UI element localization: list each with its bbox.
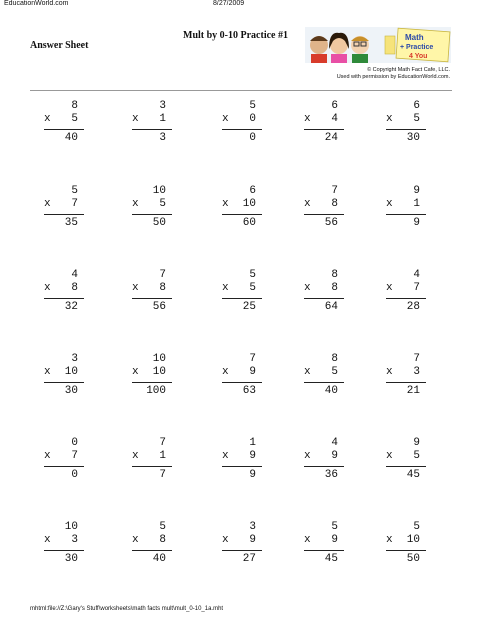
multiplier: 8 — [331, 282, 338, 294]
answer-line — [304, 129, 344, 130]
multiplicand: 9 — [413, 437, 420, 449]
math-practice-logo — [305, 27, 451, 63]
multiply-sign: x — [132, 282, 139, 294]
multiplier-row — [304, 534, 344, 547]
answer-line — [222, 466, 262, 467]
answer-line — [132, 298, 172, 299]
multiplier-row — [222, 534, 262, 547]
multiplier-row — [304, 113, 344, 126]
multiply-sign: x — [222, 282, 229, 294]
answer-line — [222, 382, 262, 383]
answer-line — [44, 382, 84, 383]
multiply-sign: x — [304, 198, 311, 210]
multiplier: 9 — [249, 450, 256, 462]
answer-line — [304, 298, 344, 299]
multiplicand: 9 — [413, 185, 420, 197]
multiply-sign: x — [304, 366, 311, 378]
multiplier-row — [222, 450, 262, 463]
copyright-line-1: © Copyright Math Fact Cafe, LLC. — [367, 67, 450, 73]
multiplier: 5 — [413, 450, 420, 462]
multiplier: 8 — [71, 282, 78, 294]
multiply-sign: x — [304, 534, 311, 546]
print-date: 8/27/2009 — [213, 0, 245, 7]
answer-line — [386, 466, 426, 467]
problem-18 — [222, 353, 262, 398]
multiplier: 5 — [159, 198, 166, 210]
problem-27 — [132, 521, 172, 566]
multiply-sign: x — [304, 282, 311, 294]
multiplier-row — [44, 366, 84, 379]
product-answer: 24 — [324, 132, 338, 144]
answer-line — [304, 382, 344, 383]
multiplicand: 4 — [71, 269, 78, 281]
multiplier: 9 — [331, 450, 338, 462]
product-answer: 3 — [159, 132, 166, 144]
multiply-sign: x — [132, 113, 139, 125]
multiplier-row — [132, 450, 172, 463]
problem-10 — [386, 185, 426, 230]
multiplier-row — [386, 450, 426, 463]
multiplier: 9 — [331, 534, 338, 546]
problem-16 — [44, 353, 84, 398]
multiply-sign: x — [304, 113, 311, 125]
multiply-sign: x — [44, 198, 51, 210]
product-answer: 30 — [64, 553, 78, 565]
multiplier: 10 — [64, 366, 78, 378]
product-answer: 36 — [324, 469, 338, 481]
multiplier: 1 — [159, 113, 166, 125]
answer-line — [132, 466, 172, 467]
multiplicand: 7 — [249, 353, 256, 365]
multiplier-row — [304, 282, 344, 295]
product-answer: 56 — [324, 217, 338, 229]
copyright-notice — [300, 67, 450, 81]
multiplier: 4 — [331, 113, 338, 125]
multiplier-row — [44, 198, 84, 211]
answer-line — [44, 298, 84, 299]
multiplier: 1 — [159, 450, 166, 462]
product-answer: 28 — [406, 301, 420, 313]
multiply-sign: x — [132, 450, 139, 462]
product-answer: 25 — [242, 301, 256, 313]
multiplicand: 7 — [159, 437, 166, 449]
multiply-sign: x — [44, 282, 51, 294]
multiplier-row — [132, 198, 172, 211]
multiplier-row — [386, 534, 426, 547]
answer-line — [44, 214, 84, 215]
multiplier-row — [222, 282, 262, 295]
product-answer: 50 — [406, 553, 420, 565]
answer-line — [386, 129, 426, 130]
multiplicand: 7 — [159, 269, 166, 281]
problem-28 — [222, 521, 262, 566]
multiplier-row — [304, 198, 344, 211]
multiplier-row — [44, 450, 84, 463]
product-answer: 30 — [406, 132, 420, 144]
multiply-sign: x — [132, 534, 139, 546]
answer-line — [44, 550, 84, 551]
product-answer: 30 — [64, 385, 78, 397]
product-answer: 21 — [406, 385, 420, 397]
answer-line — [222, 550, 262, 551]
multiplicand: 6 — [249, 185, 256, 197]
product-answer: 45 — [406, 469, 420, 481]
answer-line — [386, 298, 426, 299]
multiplicand: 5 — [159, 521, 166, 533]
multiplier: 1 — [413, 198, 420, 210]
answer-line — [222, 129, 262, 130]
multiplier: 5 — [71, 113, 78, 125]
product-answer: 60 — [242, 217, 256, 229]
multiplicand: 5 — [249, 269, 256, 281]
problem-15 — [386, 269, 426, 314]
product-answer: 45 — [324, 553, 338, 565]
file-path-footer: mhtml:file://Z:\Gary's Stuff\worksheets\math facts mult\mult_0-10_1a.mht — [30, 606, 224, 612]
multiplier: 3 — [413, 366, 420, 378]
answer-line — [386, 382, 426, 383]
product-answer: 0 — [71, 469, 78, 481]
multiplicand: 1 — [249, 437, 256, 449]
problem-20 — [386, 353, 426, 398]
multiply-sign: x — [386, 113, 393, 125]
multiply-sign: x — [304, 450, 311, 462]
multiplier-row — [304, 450, 344, 463]
multiply-sign: x — [44, 450, 51, 462]
problem-17 — [132, 353, 172, 398]
multiplier-row — [44, 282, 84, 295]
multiplier: 9 — [249, 366, 256, 378]
product-answer: 9 — [413, 217, 420, 229]
product-answer: 64 — [324, 301, 338, 313]
multiplier-row — [222, 366, 262, 379]
problem-6 — [44, 185, 84, 230]
product-answer: 40 — [64, 132, 78, 144]
multiplier: 8 — [159, 534, 166, 546]
answer-line — [132, 214, 172, 215]
problem-21 — [44, 437, 84, 482]
answer-line — [222, 298, 262, 299]
problem-13 — [222, 269, 262, 314]
multiplier-row — [44, 534, 84, 547]
multiply-sign: x — [222, 534, 229, 546]
product-answer: 100 — [146, 385, 166, 397]
multiplier: 10 — [406, 534, 420, 546]
multiply-sign: x — [132, 198, 139, 210]
multiplicand: 8 — [331, 353, 338, 365]
product-answer: 0 — [249, 132, 256, 144]
multiplier-row — [222, 198, 262, 211]
multiplicand: 10 — [152, 353, 166, 365]
multiplier: 5 — [331, 366, 338, 378]
product-answer: 40 — [324, 385, 338, 397]
multiply-sign: x — [386, 198, 393, 210]
problem-25 — [386, 437, 426, 482]
problem-12 — [132, 269, 172, 314]
multiplicand: 5 — [71, 185, 78, 197]
multiply-sign: x — [222, 450, 229, 462]
multiplier: 7 — [71, 450, 78, 462]
problem-14 — [304, 269, 344, 314]
product-answer: 63 — [242, 385, 256, 397]
product-answer: 7 — [159, 469, 166, 481]
multiplier: 0 — [249, 113, 256, 125]
multiplier: 8 — [159, 282, 166, 294]
problem-11 — [44, 269, 84, 314]
multiply-sign: x — [44, 534, 51, 546]
multiply-sign: x — [386, 450, 393, 462]
multiplicand: 10 — [152, 185, 166, 197]
product-answer: 9 — [249, 469, 256, 481]
multiplier-row — [132, 366, 172, 379]
multiplier: 8 — [331, 198, 338, 210]
multiplier: 7 — [413, 282, 420, 294]
svg-text:+ Practice: + Practice — [400, 44, 434, 51]
multiply-sign: x — [44, 113, 51, 125]
header-divider — [30, 90, 452, 91]
svg-text:4 You: 4 You — [409, 53, 428, 60]
multiplier: 3 — [71, 534, 78, 546]
product-answer: 40 — [152, 553, 166, 565]
multiplier: 9 — [249, 534, 256, 546]
multiplier-row — [44, 113, 84, 126]
answer-sheet-label: Answer Sheet — [30, 40, 89, 51]
answer-line — [386, 550, 426, 551]
multiplicand: 4 — [331, 437, 338, 449]
multiplicand: 0 — [71, 437, 78, 449]
multiplier-row — [222, 113, 262, 126]
multiplicand: 8 — [331, 269, 338, 281]
multiplier: 7 — [71, 198, 78, 210]
answer-line — [386, 214, 426, 215]
multiplier-row — [386, 113, 426, 126]
multiplier: 10 — [152, 366, 166, 378]
problem-22 — [132, 437, 172, 482]
multiplier-row — [386, 282, 426, 295]
product-answer: 50 — [152, 217, 166, 229]
multiplier-row — [132, 282, 172, 295]
multiplier-row — [132, 113, 172, 126]
multiplicand: 8 — [71, 100, 78, 112]
multiply-sign: x — [132, 366, 139, 378]
multiply-sign: x — [222, 113, 229, 125]
multiplicand: 3 — [71, 353, 78, 365]
problem-26 — [44, 521, 84, 566]
answer-line — [44, 466, 84, 467]
product-answer: 27 — [242, 553, 256, 565]
answer-line — [304, 550, 344, 551]
multiplicand: 5 — [413, 521, 420, 533]
multiply-sign: x — [386, 366, 393, 378]
multiplier: 5 — [249, 282, 256, 294]
multiplier: 10 — [242, 198, 256, 210]
problem-23 — [222, 437, 262, 482]
problem-9 — [304, 185, 344, 230]
multiplicand: 6 — [413, 100, 420, 112]
multiplicand: 10 — [64, 521, 78, 533]
multiply-sign: x — [386, 534, 393, 546]
problem-5 — [386, 100, 426, 145]
answer-line — [304, 214, 344, 215]
multiplicand: 5 — [331, 521, 338, 533]
problem-19 — [304, 353, 344, 398]
answer-line — [44, 129, 84, 130]
answer-line — [222, 214, 262, 215]
multiplicand: 3 — [159, 100, 166, 112]
site-header: EducationWorld.com — [4, 0, 69, 7]
answer-line — [132, 382, 172, 383]
multiplicand: 4 — [413, 269, 420, 281]
answer-line — [304, 466, 344, 467]
problem-24 — [304, 437, 344, 482]
answer-line — [132, 550, 172, 551]
answer-line — [132, 129, 172, 130]
multiplicand: 3 — [249, 521, 256, 533]
multiply-sign: x — [386, 282, 393, 294]
multiply-sign: x — [222, 198, 229, 210]
multiplier: 5 — [413, 113, 420, 125]
multiplicand: 7 — [413, 353, 420, 365]
product-answer: 56 — [152, 301, 166, 313]
multiplicand: 6 — [331, 100, 338, 112]
multiply-sign: x — [222, 366, 229, 378]
problem-2 — [132, 100, 172, 145]
problem-7 — [132, 185, 172, 230]
multiplicand: 7 — [331, 185, 338, 197]
problem-29 — [304, 521, 344, 566]
multiplicand: 5 — [249, 100, 256, 112]
svg-text:Math: Math — [405, 33, 424, 42]
multiply-sign: x — [44, 366, 51, 378]
product-answer: 35 — [64, 217, 78, 229]
multiplier-row — [304, 366, 344, 379]
product-answer: 32 — [64, 301, 78, 313]
problem-4 — [304, 100, 344, 145]
problem-8 — [222, 185, 262, 230]
problem-1 — [44, 100, 84, 145]
problem-30 — [386, 521, 426, 566]
copyright-line-2: Used with permission by EducationWorld.com. — [336, 74, 450, 80]
multiplier-row — [386, 198, 426, 211]
problem-3 — [222, 100, 262, 145]
multiplier-row — [132, 534, 172, 547]
multiplier-row — [386, 366, 426, 379]
worksheet-title: Mult by 0-10 Practice #1 — [183, 30, 288, 41]
